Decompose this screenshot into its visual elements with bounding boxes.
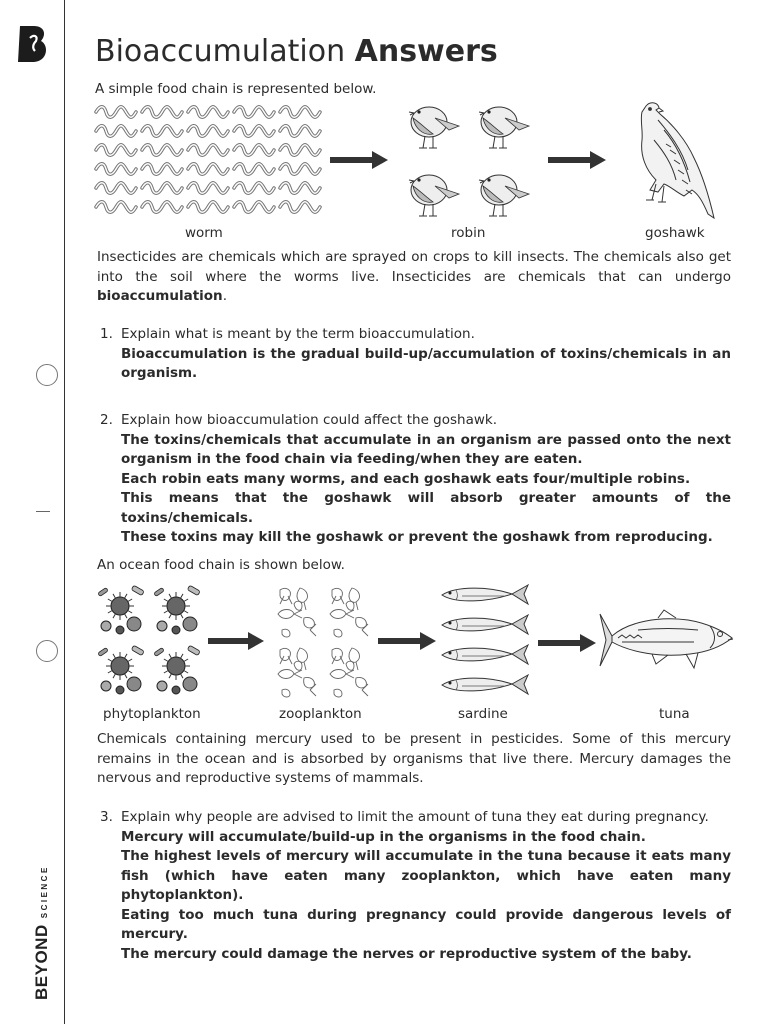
zooplankton-illustration xyxy=(274,584,372,698)
phytoplankton-icon xyxy=(154,585,200,634)
zooplankton-icon xyxy=(330,648,368,697)
answer-line: The mercury could damage the nerves or reproductive system of the baby. xyxy=(121,945,692,962)
label-phytoplankton: phytoplankton xyxy=(103,706,201,722)
label-goshawk: goshawk xyxy=(645,225,705,241)
tuna-illustration xyxy=(598,608,734,674)
title-bold: Answers xyxy=(354,34,498,69)
robin-icon xyxy=(479,107,529,148)
punch-hole-bottom xyxy=(36,640,58,662)
label-worm: worm xyxy=(185,225,223,241)
mercury-paragraph: Chemicals containing mercury used to be present in pesticides. Some of this mercury remains in the ocean and is absorbed by organisms that live there. Mercury damages the nervous and reproductive systems of mammals. xyxy=(97,731,731,786)
robin-icon xyxy=(409,107,459,148)
answer-line: These toxins may kill the goshawk or prevent the goshawk from reproducing. xyxy=(121,529,713,545)
phytoplankton-icon xyxy=(154,645,200,694)
label-tuna: tuna xyxy=(659,706,690,722)
answer-line: This means that the goshawk will absorb greater amounts of the toxins/chemicals. xyxy=(121,490,731,526)
arrow-icon xyxy=(538,634,598,652)
robin-icon xyxy=(409,175,459,216)
sardine-icon xyxy=(442,675,528,694)
arrow-icon xyxy=(208,632,266,650)
worm-illustration xyxy=(94,104,326,220)
goshawk-illustration xyxy=(628,100,720,222)
phytoplankton-icon xyxy=(98,645,144,694)
question-text: Explain what is meant by the term bioaccumulation. xyxy=(121,326,475,342)
arrow-icon xyxy=(548,151,608,169)
arrow-icon xyxy=(330,151,390,169)
answer-line: The toxins/chemicals that accumulate in an organism are passed onto the next organism in the food chain via feeding/when they are eaten. xyxy=(121,431,731,467)
margin-line xyxy=(64,0,65,1024)
question-text: Explain why people are advised to limit the amount of tuna they eat during pregnancy. xyxy=(121,809,709,825)
arrow-icon xyxy=(378,632,438,650)
phytoplankton-icon xyxy=(98,585,144,634)
punch-hole-top xyxy=(36,364,58,386)
answer-line: Each robin eats many worms, and each goshawk eats four/multiple robins. xyxy=(121,470,691,487)
question-number: 3. xyxy=(100,809,113,825)
label-robin: robin xyxy=(451,225,486,241)
phytoplankton-illustration xyxy=(96,584,204,698)
answer-line: The highest levels of mercury will accumulate in the tuna because it eats many fish (which have eaten many zooplankton, which have eaten many phytoplankton). xyxy=(121,848,731,903)
ocean-intro: An ocean food chain is shown below. xyxy=(97,557,345,573)
zooplankton-icon xyxy=(330,588,368,637)
answer-line: Bioaccumulation is the gradual build-up/accumulation of toxins/chemicals in an organism. xyxy=(121,345,731,381)
question-2 xyxy=(97,411,731,548)
zooplankton-icon xyxy=(278,588,316,637)
sardine-icon xyxy=(442,645,528,664)
question-text: Explain how bioaccumulation could affect the goshawk. xyxy=(121,412,498,428)
robin-illustration xyxy=(405,98,535,222)
brand-vertical xyxy=(32,865,52,1000)
sardine-icon xyxy=(442,615,528,634)
brand-sub: SCIENCE xyxy=(40,865,49,919)
zooplankton-icon xyxy=(278,648,316,697)
answer-line: Mercury will accumulate/build-up in the organisms in the food chain. xyxy=(121,828,646,845)
fold-mark xyxy=(36,511,50,512)
question-3 xyxy=(97,808,731,964)
sardine-illustration xyxy=(438,582,532,700)
insecticide-bold: bioaccumulation xyxy=(97,288,223,304)
sardine-icon xyxy=(442,585,528,604)
question-number: 2. xyxy=(100,412,113,428)
insecticide-end: . xyxy=(222,288,227,304)
page-title xyxy=(95,34,498,69)
question-number: 1. xyxy=(100,326,113,342)
label-sardine: sardine xyxy=(458,706,508,722)
robin-icon xyxy=(479,175,529,216)
title-regular: Bioaccumulation xyxy=(95,34,346,69)
insecticide-text: Insecticides are chemicals which are sprayed on crops to kill insects. The chemicals also get into the soil where the worms live. Insecticides are chemicals that can undergo xyxy=(97,249,731,285)
food-chain-intro: A simple food chain is represented below. xyxy=(95,81,377,97)
beyond-logo-icon xyxy=(16,24,50,64)
brand-main: BEYOND xyxy=(32,924,51,1000)
answer-line: Eating too much tuna during pregnancy could provide dangerous levels of mercury. xyxy=(121,906,731,942)
question-1 xyxy=(97,325,731,384)
insecticide-paragraph xyxy=(97,248,731,307)
label-zooplankton: zooplankton xyxy=(279,706,362,722)
